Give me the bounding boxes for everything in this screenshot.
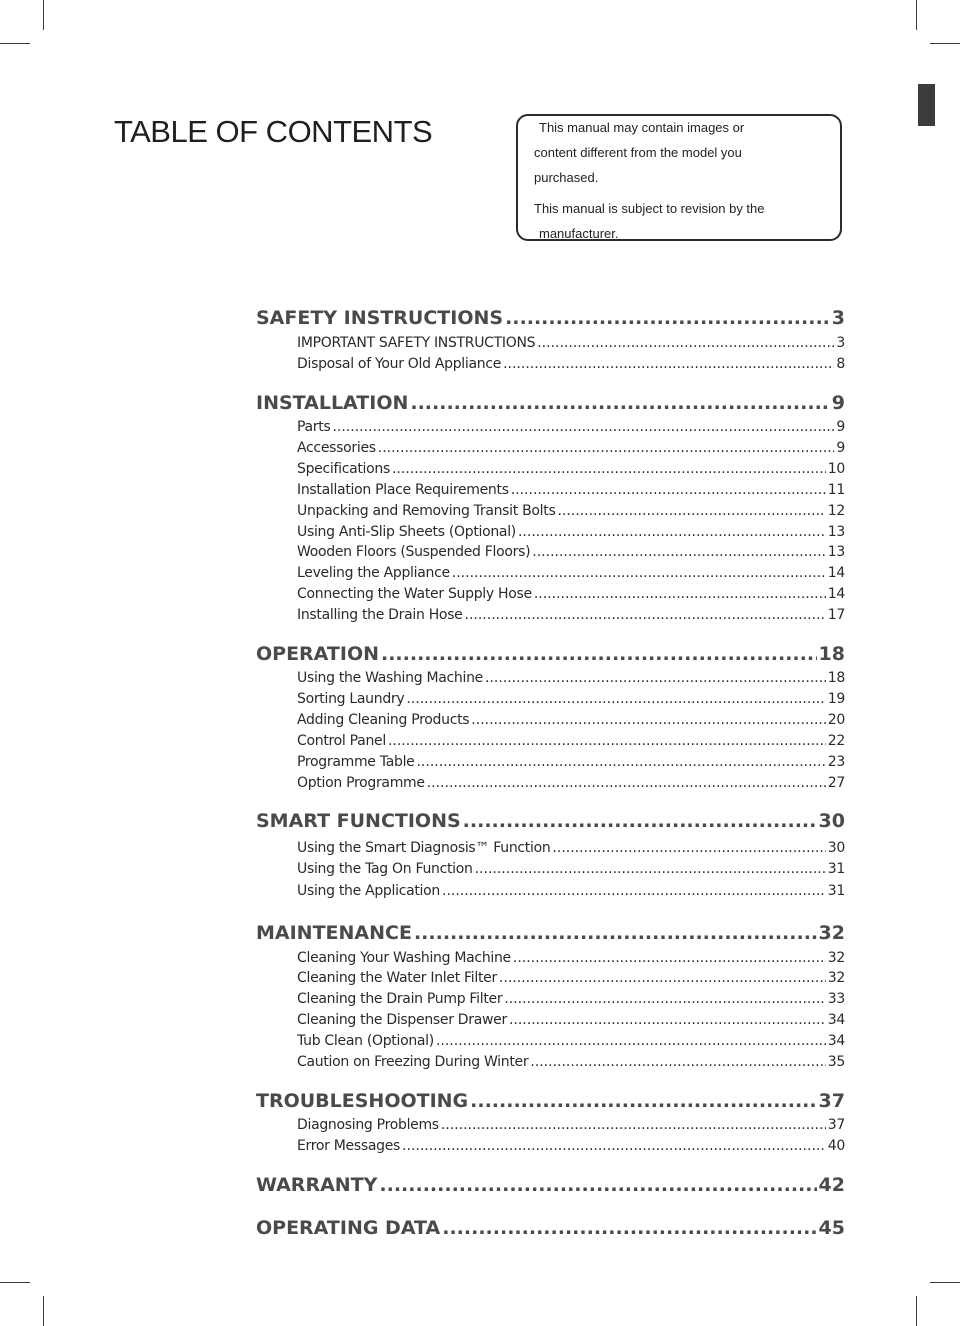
page-number: 13	[827, 544, 845, 560]
page-number: 17	[827, 607, 845, 623]
toc-section[interactable]	[256, 1174, 845, 1200]
page-number: 32	[827, 970, 845, 986]
entry-label: Unpacking and Removing Transit Bolts	[297, 503, 556, 519]
toc-entry[interactable]	[297, 1033, 845, 1053]
toc-entry[interactable]	[297, 565, 845, 585]
page-number: 31	[827, 883, 845, 899]
entry-label: Cleaning Your Washing Machine	[297, 950, 511, 966]
section-title: MAINTENANCE	[256, 922, 412, 944]
toc-section[interactable]	[256, 392, 845, 418]
crop-mark	[43, 1296, 44, 1326]
toc-entry[interactable]	[297, 775, 845, 795]
entry-label: Programme Table	[297, 754, 415, 770]
entry-label: Tub Clean (Optional)	[297, 1033, 434, 1049]
page-number: 30	[827, 840, 845, 856]
section-tab-marker	[918, 84, 935, 126]
page-number: 13	[827, 524, 845, 540]
entry-label: Using the Smart Diagnosis™ Function	[297, 840, 551, 856]
entry-label: Disposal of Your Old Appliance	[297, 356, 502, 372]
toc-entry[interactable]	[297, 991, 845, 1011]
toc-section[interactable]	[256, 643, 845, 669]
entry-label: Sorting Laundry	[297, 691, 405, 707]
crop-mark	[0, 1282, 30, 1283]
toc-entry[interactable]	[297, 440, 845, 460]
toc-entry[interactable]	[297, 607, 845, 627]
manual-notice-box	[516, 114, 842, 241]
page-number: 18	[827, 670, 845, 686]
page-number: 35	[827, 1054, 845, 1070]
notice-line: This manual is subject to revision by the	[534, 201, 765, 216]
page-number: 32	[818, 922, 845, 944]
toc-entry[interactable]	[297, 524, 845, 544]
crop-mark	[930, 43, 960, 44]
toc-section[interactable]	[256, 810, 845, 836]
toc-entry[interactable]	[297, 754, 845, 774]
page-number: 3	[831, 307, 845, 329]
toc-entry[interactable]	[297, 970, 845, 990]
entry-label: Using the Washing Machine	[297, 670, 483, 686]
entry-label: Wooden Floors (Suspended Floors)	[297, 544, 531, 560]
entry-label: IMPORTANT SAFETY INSTRUCTIONS	[297, 335, 536, 351]
page-number: 32	[827, 950, 845, 966]
notice-line: purchased.	[534, 170, 599, 185]
toc-section[interactable]	[256, 307, 845, 333]
notice-line: This manual may contain images or	[539, 120, 745, 135]
entry-label: Option Programme	[297, 775, 425, 791]
entry-label: Using the Application	[297, 883, 440, 899]
toc-entry[interactable]	[297, 1012, 845, 1032]
toc-entry[interactable]	[297, 503, 845, 523]
page-number: 27	[827, 775, 845, 791]
entry-label: Parts	[297, 419, 331, 435]
section-title: WARRANTY	[256, 1174, 378, 1196]
page-title: TABLE OF CONTENTS	[114, 114, 433, 149]
page-number: 19	[827, 691, 845, 707]
section-title: OPERATING DATA	[256, 1217, 441, 1239]
toc-entry[interactable]	[297, 419, 845, 439]
toc-entry[interactable]	[297, 670, 845, 690]
page-number: 37	[818, 1090, 845, 1112]
page-number: 8	[836, 356, 845, 372]
page-number: 9	[836, 419, 845, 435]
entry-label: Using the Tag On Function	[297, 861, 473, 877]
toc-entry[interactable]	[297, 544, 845, 564]
crop-mark	[43, 0, 44, 30]
entry-label: Cleaning the Dispenser Drawer	[297, 1012, 507, 1028]
crop-mark	[930, 1282, 960, 1283]
page-number: 9	[831, 392, 845, 414]
toc-entry[interactable]	[297, 712, 845, 732]
entry-label: Leveling the Appliance	[297, 565, 450, 581]
entry-label: Diagnosing Problems	[297, 1117, 439, 1133]
page-number: 9	[836, 440, 845, 456]
section-title: SMART FUNCTIONS	[256, 810, 461, 832]
entry-label: Installing the Drain Hose	[297, 607, 463, 623]
toc-entry[interactable]	[297, 691, 845, 711]
page-number: 34	[827, 1012, 845, 1028]
page-number: 40	[827, 1138, 845, 1154]
toc-entry[interactable]	[297, 586, 845, 606]
section-title: INSTALLATION	[256, 392, 409, 414]
toc-section[interactable]	[256, 922, 845, 948]
page-number: 37	[827, 1117, 845, 1133]
toc-entry[interactable]	[297, 482, 845, 502]
notice-line: manufacturer.	[539, 226, 619, 241]
entry-label: Accessories	[297, 440, 376, 456]
page-number: 14	[827, 565, 845, 581]
toc-entry[interactable]	[297, 335, 845, 355]
page-number: 30	[818, 810, 845, 832]
toc-entry[interactable]	[297, 883, 845, 903]
page-number: 42	[818, 1174, 845, 1196]
notice-line: content different from the model you	[534, 145, 742, 160]
section-title: OPERATION	[256, 643, 379, 665]
page-number: 33	[827, 991, 845, 1007]
page-number: 12	[827, 503, 845, 519]
crop-mark	[916, 1296, 917, 1326]
entry-label: Caution on Freezing During Winter	[297, 1054, 529, 1070]
entry-label: Cleaning the Water Inlet Filter	[297, 970, 497, 986]
entry-label: Specifications	[297, 461, 390, 477]
page-number: 22	[827, 733, 845, 749]
page-number: 14	[827, 586, 845, 602]
toc-entry[interactable]	[297, 1054, 845, 1074]
entry-label: Installation Place Requirements	[297, 482, 509, 498]
toc-entry[interactable]	[297, 1117, 845, 1137]
toc-section[interactable]	[256, 1217, 845, 1243]
page-number: 20	[827, 712, 845, 728]
entry-label: Control Panel	[297, 733, 386, 749]
entry-label: Error Messages	[297, 1138, 401, 1154]
page-number: 23	[827, 754, 845, 770]
entry-label: Connecting the Water Supply Hose	[297, 586, 532, 602]
page-number: 18	[818, 643, 845, 665]
page-number: 11	[827, 482, 845, 498]
crop-mark	[916, 0, 917, 30]
toc-entry[interactable]	[297, 356, 845, 376]
entry-label: Using Anti-Slip Sheets (Optional)	[297, 524, 516, 540]
toc-entry[interactable]	[297, 733, 845, 753]
page-number: 34	[827, 1033, 845, 1049]
page-number: 3	[836, 335, 845, 351]
entry-label: Cleaning the Drain Pump Filter	[297, 991, 503, 1007]
section-title: TROUBLESHOOTING	[256, 1090, 469, 1112]
toc-section[interactable]	[256, 1090, 845, 1116]
toc-entry[interactable]	[297, 461, 845, 481]
entry-label: Adding Cleaning Products	[297, 712, 470, 728]
page-number: 10	[827, 461, 845, 477]
page-number: 45	[818, 1217, 845, 1239]
page-number: 31	[827, 861, 845, 877]
toc-entry[interactable]	[297, 1138, 845, 1158]
crop-mark	[0, 43, 30, 44]
section-title: SAFETY INSTRUCTIONS	[256, 307, 504, 329]
toc-entry[interactable]	[297, 840, 845, 860]
toc-entry[interactable]	[297, 950, 845, 970]
toc-entry[interactable]	[297, 861, 845, 881]
